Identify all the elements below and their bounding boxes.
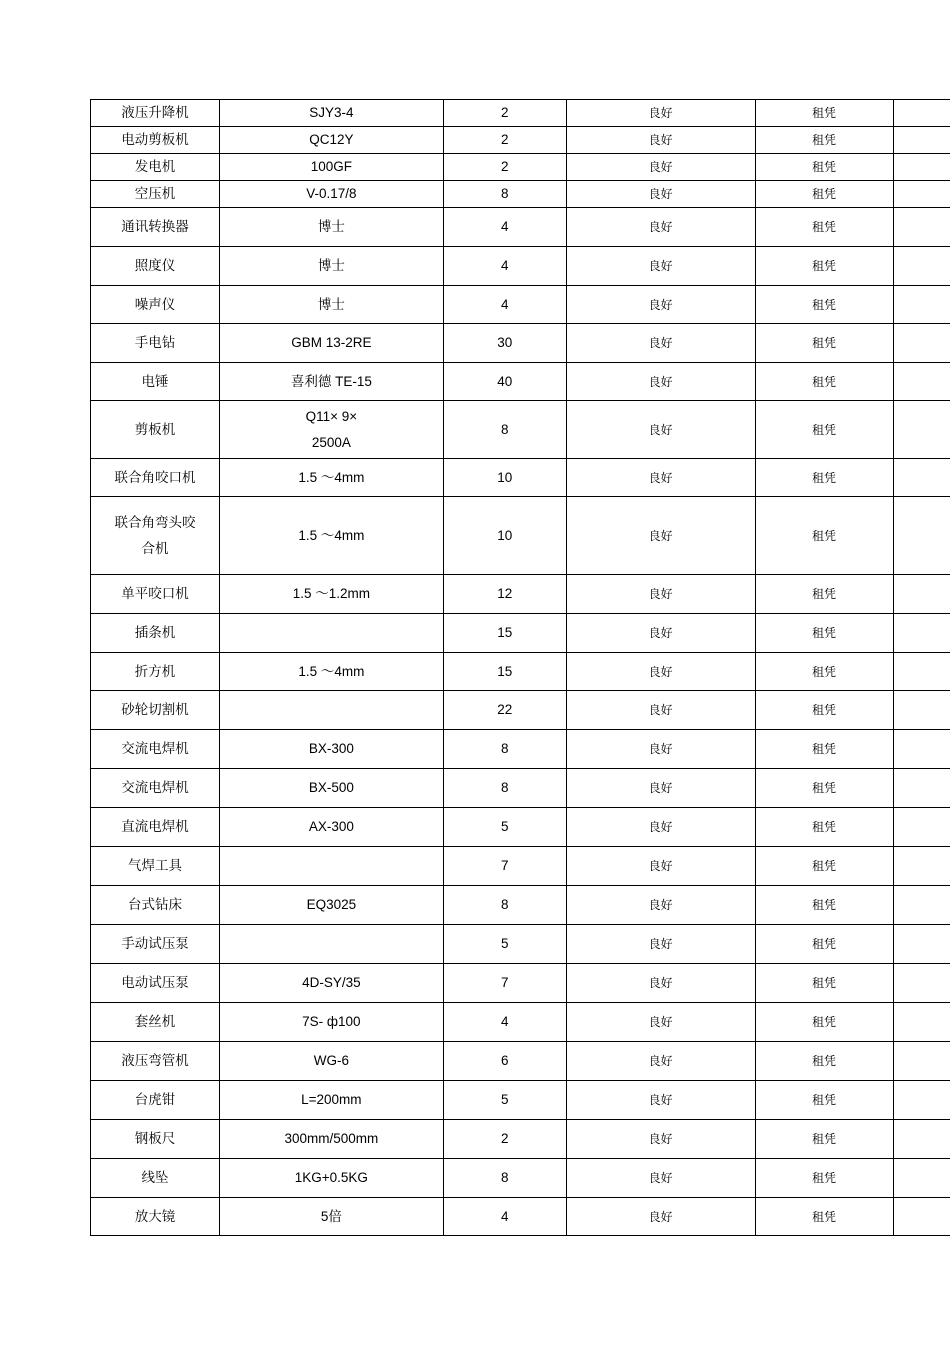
equipment-name-cell bbox=[91, 1198, 220, 1236]
table-row bbox=[91, 653, 950, 691]
quantity-cell: 8 bbox=[443, 401, 566, 459]
model-cell bbox=[219, 363, 443, 401]
model-cell bbox=[219, 1198, 443, 1236]
equipment-name-cell bbox=[91, 324, 220, 363]
table-row bbox=[91, 154, 950, 181]
quantity-cell: 8 bbox=[443, 1159, 566, 1198]
equipment-table bbox=[90, 99, 950, 1236]
source-cell: 租凭 bbox=[755, 181, 893, 208]
condition-cell: 良好 bbox=[566, 181, 755, 208]
equipment-name-cell bbox=[91, 154, 220, 181]
condition-cell: 良好 bbox=[566, 401, 755, 459]
equipment-name-cell bbox=[91, 653, 220, 691]
source-cell: 租凭 bbox=[755, 614, 893, 653]
quantity-cell: 10 bbox=[443, 459, 566, 497]
model-cell-line: 5倍 bbox=[320, 1208, 342, 1224]
equipment-name-cell bbox=[91, 1081, 220, 1120]
model-cell-line: Q11× 9× bbox=[305, 408, 358, 424]
condition-cell: 良好 bbox=[566, 691, 755, 730]
model-cell-line: GBM 13-2RE bbox=[291, 335, 372, 350]
condition-cell: 良好 bbox=[566, 127, 755, 154]
extra-cell bbox=[893, 1003, 950, 1042]
equipment-name-cell-line: 合机 bbox=[141, 540, 169, 557]
equipment-name-cell bbox=[91, 575, 220, 614]
equipment-name-cell-line: 液压升降机 bbox=[121, 105, 189, 121]
model-cell bbox=[219, 964, 443, 1003]
source-cell: 租凭 bbox=[755, 886, 893, 925]
equipment-name-cell-line: 联合角咬口机 bbox=[114, 469, 196, 486]
source-cell: 租凭 bbox=[755, 1198, 893, 1236]
table-row bbox=[91, 208, 950, 247]
model-cell bbox=[219, 730, 443, 769]
model-cell-line: 博士 bbox=[317, 258, 345, 273]
model-cell bbox=[219, 154, 443, 181]
condition-cell: 良好 bbox=[566, 575, 755, 614]
quantity-cell: 4 bbox=[443, 247, 566, 286]
extra-cell bbox=[893, 127, 950, 154]
table-row bbox=[91, 575, 950, 614]
model-cell bbox=[219, 808, 443, 847]
extra-cell bbox=[893, 691, 950, 730]
model-cell-line: 4D-SY/35 bbox=[302, 975, 361, 990]
quantity-cell: 2 bbox=[443, 100, 566, 127]
model-cell bbox=[219, 1120, 443, 1159]
model-cell bbox=[219, 1003, 443, 1042]
equipment-name-cell bbox=[91, 127, 220, 154]
condition-cell: 良好 bbox=[566, 1081, 755, 1120]
quantity-cell: 8 bbox=[443, 769, 566, 808]
quantity-cell: 7 bbox=[443, 964, 566, 1003]
equipment-name-cell-line: 砂轮切割机 bbox=[121, 702, 189, 718]
source-cell: 租凭 bbox=[755, 154, 893, 181]
extra-cell bbox=[893, 363, 950, 401]
extra-cell bbox=[893, 1120, 950, 1159]
equipment-name-cell-line: 钢板尺 bbox=[134, 1131, 176, 1147]
model-cell bbox=[219, 1081, 443, 1120]
source-cell: 租凭 bbox=[755, 575, 893, 614]
model-cell bbox=[219, 614, 443, 653]
extra-cell bbox=[893, 497, 950, 575]
model-cell bbox=[219, 459, 443, 497]
condition-cell: 良好 bbox=[566, 808, 755, 847]
source-cell: 租凭 bbox=[755, 127, 893, 154]
table-row bbox=[91, 1081, 950, 1120]
extra-cell bbox=[893, 808, 950, 847]
condition-cell: 良好 bbox=[566, 653, 755, 691]
equipment-name-cell-line: 折方机 bbox=[134, 663, 176, 680]
model-cell bbox=[219, 886, 443, 925]
model-cell bbox=[219, 769, 443, 808]
source-cell: 租凭 bbox=[755, 808, 893, 847]
model-cell-line: WG-6 bbox=[313, 1053, 349, 1068]
quantity-cell: 4 bbox=[443, 286, 566, 324]
table-row bbox=[91, 964, 950, 1003]
table-row bbox=[91, 459, 950, 497]
equipment-name-cell bbox=[91, 847, 220, 886]
equipment-name-cell bbox=[91, 925, 220, 964]
equipment-name-cell-line: 照度仪 bbox=[134, 258, 176, 274]
table-row bbox=[91, 401, 950, 459]
quantity-cell: 2 bbox=[443, 154, 566, 181]
extra-cell bbox=[893, 730, 950, 769]
condition-cell: 良好 bbox=[566, 730, 755, 769]
model-cell-line: 7S- ф100 bbox=[302, 1014, 361, 1029]
equipment-name-cell-line: 交流电焊机 bbox=[121, 741, 189, 757]
table-row bbox=[91, 925, 950, 964]
model-cell bbox=[219, 401, 443, 459]
extra-cell bbox=[893, 886, 950, 925]
equipment-name-cell-line: 线坠 bbox=[141, 1170, 169, 1186]
equipment-name-cell bbox=[91, 208, 220, 247]
quantity-cell: 10 bbox=[443, 497, 566, 575]
quantity-cell: 7 bbox=[443, 847, 566, 886]
condition-cell: 良好 bbox=[566, 247, 755, 286]
source-cell: 租凭 bbox=[755, 925, 893, 964]
extra-cell bbox=[893, 964, 950, 1003]
equipment-name-cell bbox=[91, 691, 220, 730]
source-cell: 租凭 bbox=[755, 208, 893, 247]
source-cell: 租凭 bbox=[755, 286, 893, 324]
model-cell-line: 300mm/500mm bbox=[284, 1131, 379, 1146]
condition-cell: 良好 bbox=[566, 154, 755, 181]
equipment-name-cell-line: 剪板机 bbox=[134, 421, 176, 438]
equipment-name-cell bbox=[91, 459, 220, 497]
equipment-name-cell-line: 单平咬口机 bbox=[121, 586, 189, 602]
model-cell bbox=[219, 208, 443, 247]
equipment-name-cell bbox=[91, 1120, 220, 1159]
model-cell-line: 100GF bbox=[310, 159, 352, 174]
condition-cell: 良好 bbox=[566, 1120, 755, 1159]
source-cell: 租凭 bbox=[755, 100, 893, 127]
extra-cell bbox=[893, 769, 950, 808]
quantity-cell: 5 bbox=[443, 1081, 566, 1120]
table-row bbox=[91, 181, 950, 208]
equipment-name-cell-line: 套丝机 bbox=[134, 1014, 176, 1030]
source-cell: 租凭 bbox=[755, 401, 893, 459]
model-cell bbox=[219, 575, 443, 614]
source-cell: 租凭 bbox=[755, 247, 893, 286]
equipment-name-cell bbox=[91, 730, 220, 769]
equipment-name-cell bbox=[91, 769, 220, 808]
table-row bbox=[91, 691, 950, 730]
extra-cell bbox=[893, 459, 950, 497]
table-row bbox=[91, 847, 950, 886]
condition-cell: 良好 bbox=[566, 769, 755, 808]
condition-cell: 良好 bbox=[566, 964, 755, 1003]
model-cell bbox=[219, 1159, 443, 1198]
model-cell-line: 喜利德 TE-15 bbox=[290, 373, 372, 389]
model-cell-line: 2500A bbox=[311, 434, 351, 450]
condition-cell: 良好 bbox=[566, 1198, 755, 1236]
table-row bbox=[91, 808, 950, 847]
extra-cell bbox=[893, 614, 950, 653]
condition-cell: 良好 bbox=[566, 614, 755, 653]
equipment-name-cell-line: 通讯转换器 bbox=[121, 219, 189, 235]
quantity-cell: 5 bbox=[443, 925, 566, 964]
extra-cell bbox=[893, 154, 950, 181]
equipment-name-cell-line: 液压弯管机 bbox=[121, 1053, 189, 1069]
source-cell: 租凭 bbox=[755, 1003, 893, 1042]
model-cell bbox=[219, 691, 443, 730]
model-cell bbox=[219, 653, 443, 691]
equipment-table-body bbox=[91, 100, 950, 1236]
model-cell bbox=[219, 847, 443, 886]
table-row bbox=[91, 497, 950, 575]
condition-cell: 良好 bbox=[566, 100, 755, 127]
quantity-cell: 30 bbox=[443, 324, 566, 363]
model-cell bbox=[219, 181, 443, 208]
equipment-name-cell bbox=[91, 964, 220, 1003]
model-cell-line: BX-500 bbox=[308, 780, 354, 795]
table-row bbox=[91, 127, 950, 154]
source-cell: 租凭 bbox=[755, 497, 893, 575]
quantity-cell: 6 bbox=[443, 1042, 566, 1081]
model-cell-line: 博士 bbox=[317, 219, 345, 234]
model-cell bbox=[219, 286, 443, 324]
quantity-cell: 12 bbox=[443, 575, 566, 614]
equipment-name-cell-line: 台虎钳 bbox=[134, 1092, 176, 1108]
quantity-cell: 8 bbox=[443, 181, 566, 208]
extra-cell bbox=[893, 1081, 950, 1120]
model-cell-line: 1.5 ～4mm bbox=[298, 527, 365, 543]
equipment-name-cell bbox=[91, 614, 220, 653]
model-cell bbox=[219, 497, 443, 575]
source-cell: 租凭 bbox=[755, 1159, 893, 1198]
condition-cell: 良好 bbox=[566, 886, 755, 925]
equipment-name-cell-line: 放大镜 bbox=[134, 1208, 176, 1225]
model-cell bbox=[219, 247, 443, 286]
extra-cell bbox=[893, 401, 950, 459]
equipment-name-cell bbox=[91, 497, 220, 575]
condition-cell: 良好 bbox=[566, 459, 755, 497]
quantity-cell: 4 bbox=[443, 1198, 566, 1236]
equipment-name-cell-line: 发电机 bbox=[134, 159, 176, 175]
source-cell: 租凭 bbox=[755, 730, 893, 769]
condition-cell: 良好 bbox=[566, 497, 755, 575]
table-row bbox=[91, 1198, 950, 1236]
table-row bbox=[91, 886, 950, 925]
model-cell-line: BX-300 bbox=[308, 741, 354, 756]
model-cell-line: 1KG+0.5KG bbox=[294, 1170, 368, 1185]
condition-cell: 良好 bbox=[566, 1003, 755, 1042]
equipment-name-cell-line: 台式钻床 bbox=[127, 897, 182, 913]
model-cell bbox=[219, 925, 443, 964]
source-cell: 租凭 bbox=[755, 1081, 893, 1120]
extra-cell bbox=[893, 1198, 950, 1236]
table-row bbox=[91, 324, 950, 363]
model-cell-line: AX-300 bbox=[308, 819, 354, 834]
equipment-name-cell bbox=[91, 286, 220, 324]
equipment-name-cell bbox=[91, 1042, 220, 1081]
model-cell-line: QC12Y bbox=[309, 132, 354, 147]
equipment-name-cell bbox=[91, 181, 220, 208]
extra-cell bbox=[893, 1042, 950, 1081]
table-row bbox=[91, 247, 950, 286]
extra-cell bbox=[893, 286, 950, 324]
model-cell-line: 1.5 ～4mm bbox=[298, 663, 365, 679]
table-row bbox=[91, 100, 950, 127]
equipment-name-cell bbox=[91, 247, 220, 286]
model-cell-line: EQ3025 bbox=[306, 897, 357, 912]
table-row bbox=[91, 363, 950, 401]
source-cell: 租凭 bbox=[755, 363, 893, 401]
table-row bbox=[91, 1003, 950, 1042]
quantity-cell: 2 bbox=[443, 1120, 566, 1159]
condition-cell: 良好 bbox=[566, 363, 755, 401]
extra-cell bbox=[893, 653, 950, 691]
equipment-name-cell-line: 噪声仪 bbox=[134, 296, 176, 313]
source-cell: 租凭 bbox=[755, 1042, 893, 1081]
source-cell: 租凭 bbox=[755, 459, 893, 497]
equipment-name-cell-line: 手电钻 bbox=[134, 335, 176, 351]
source-cell: 租凭 bbox=[755, 691, 893, 730]
extra-cell bbox=[893, 575, 950, 614]
equipment-name-cell-line: 电动剪板机 bbox=[121, 132, 189, 148]
condition-cell: 良好 bbox=[566, 324, 755, 363]
model-cell-line: V-0.17/8 bbox=[306, 186, 357, 201]
equipment-name-cell bbox=[91, 886, 220, 925]
equipment-name-cell-line: 空压机 bbox=[134, 186, 176, 202]
equipment-name-cell-line: 气焊工具 bbox=[127, 858, 182, 874]
table-row bbox=[91, 614, 950, 653]
table-row bbox=[91, 730, 950, 769]
equipment-name-cell-line: 插条机 bbox=[134, 625, 176, 641]
equipment-name-cell-line: 交流电焊机 bbox=[121, 780, 189, 796]
equipment-name-cell bbox=[91, 401, 220, 459]
extra-cell bbox=[893, 208, 950, 247]
equipment-name-cell-line: 电动试压泵 bbox=[121, 975, 189, 991]
model-cell-line: L=200mm bbox=[301, 1092, 362, 1107]
extra-cell bbox=[893, 925, 950, 964]
extra-cell bbox=[893, 100, 950, 127]
model-cell bbox=[219, 100, 443, 127]
model-cell-line: 1.5 ～4mm bbox=[298, 469, 365, 485]
equipment-name-cell-line: 直流电焊机 bbox=[121, 819, 189, 835]
extra-cell bbox=[893, 247, 950, 286]
quantity-cell: 8 bbox=[443, 886, 566, 925]
equipment-name-cell bbox=[91, 100, 220, 127]
condition-cell: 良好 bbox=[566, 208, 755, 247]
condition-cell: 良好 bbox=[566, 1159, 755, 1198]
quantity-cell: 15 bbox=[443, 614, 566, 653]
model-cell bbox=[219, 1042, 443, 1081]
table-row bbox=[91, 286, 950, 324]
condition-cell: 良好 bbox=[566, 925, 755, 964]
table-row bbox=[91, 1042, 950, 1081]
equipment-name-cell-line: 电锤 bbox=[141, 373, 169, 390]
quantity-cell: 5 bbox=[443, 808, 566, 847]
extra-cell bbox=[893, 1159, 950, 1198]
quantity-cell: 22 bbox=[443, 691, 566, 730]
source-cell: 租凭 bbox=[755, 1120, 893, 1159]
source-cell: 租凭 bbox=[755, 653, 893, 691]
condition-cell: 良好 bbox=[566, 847, 755, 886]
condition-cell: 良好 bbox=[566, 286, 755, 324]
quantity-cell: 40 bbox=[443, 363, 566, 401]
table-row bbox=[91, 769, 950, 808]
extra-cell bbox=[893, 847, 950, 886]
equipment-name-cell-line: 联合角弯头咬 bbox=[114, 514, 196, 531]
table-row bbox=[91, 1120, 950, 1159]
source-cell: 租凭 bbox=[755, 847, 893, 886]
quantity-cell: 8 bbox=[443, 730, 566, 769]
equipment-name-cell bbox=[91, 808, 220, 847]
quantity-cell: 2 bbox=[443, 127, 566, 154]
model-cell-line: 1.5 ～1.2mm bbox=[292, 586, 370, 601]
quantity-cell: 15 bbox=[443, 653, 566, 691]
model-cell bbox=[219, 127, 443, 154]
extra-cell bbox=[893, 181, 950, 208]
model-cell-line: SJY3-4 bbox=[309, 105, 354, 120]
condition-cell: 良好 bbox=[566, 1042, 755, 1081]
equipment-name-cell bbox=[91, 363, 220, 401]
equipment-name-cell-line: 手动试压泵 bbox=[121, 936, 189, 952]
table-row bbox=[91, 1159, 950, 1198]
extra-cell bbox=[893, 324, 950, 363]
quantity-cell: 4 bbox=[443, 208, 566, 247]
source-cell: 租凭 bbox=[755, 324, 893, 363]
quantity-cell: 4 bbox=[443, 1003, 566, 1042]
source-cell: 租凭 bbox=[755, 769, 893, 808]
source-cell: 租凭 bbox=[755, 964, 893, 1003]
model-cell-line: 博士 bbox=[317, 296, 345, 312]
equipment-name-cell bbox=[91, 1159, 220, 1198]
model-cell bbox=[219, 324, 443, 363]
equipment-name-cell bbox=[91, 1003, 220, 1042]
